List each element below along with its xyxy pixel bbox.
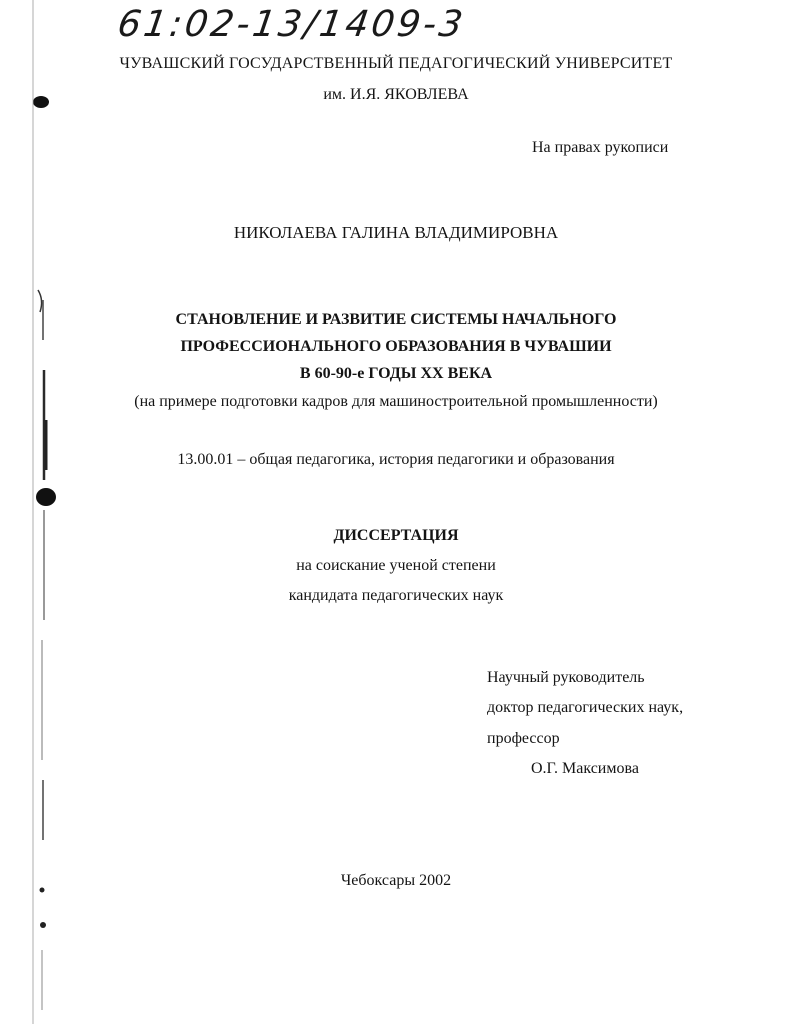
supervisor-name: О.Г. Максимова [531, 760, 639, 777]
university-named-after: им. И.Я. ЯКОВЛЕВА [323, 86, 469, 103]
thesis-subtitle: (на примере подготовки кадров для машиностроительной промышленности) [134, 393, 658, 410]
degree-purpose-line-2: кандидата педагогических наук [288, 587, 504, 604]
thesis-title-line-2: ПРОФЕССИОНАЛЬНОГО ОБРАЗОВАНИЯ В ЧУВАШИИ [180, 338, 612, 355]
university-name: ЧУВАШСКИЙ ГОСУДАРСТВЕННЫЙ ПЕДАГОГИЧЕСКИЙ УНИВЕРСИТЕТ [119, 55, 673, 72]
supervisor-title: профессор [487, 730, 560, 747]
dissertation-label: ДИССЕРТАЦИЯ [333, 527, 459, 544]
supervisor-role: Научный руководитель [487, 669, 645, 686]
scan-binding-edge [28, 0, 68, 1024]
specialty-code: 13.00.01 – общая педагогика, история педагогики и образования [177, 451, 615, 468]
handwritten-archive-code: 61:02-13/1409-3 [115, 4, 469, 45]
manuscript-rights-note: На правах рукописи [532, 139, 669, 156]
author-name: НИКОЛАЕВА ГАЛИНА ВЛАДИМИРОВНА [233, 223, 559, 242]
supervisor-degree: доктор педагогических наук, [487, 699, 684, 716]
thesis-title-line-1: СТАНОВЛЕНИЕ И РАЗВИТИЕ СИСТЕМЫ НАЧАЛЬНОГО [175, 311, 617, 328]
degree-purpose-line-1: на соискание ученой степени [296, 557, 496, 574]
place-and-year: Чебоксары 2002 [340, 872, 452, 889]
thesis-title-line-3: В 60-90-е ГОДЫ XX ВЕКА [299, 365, 493, 382]
